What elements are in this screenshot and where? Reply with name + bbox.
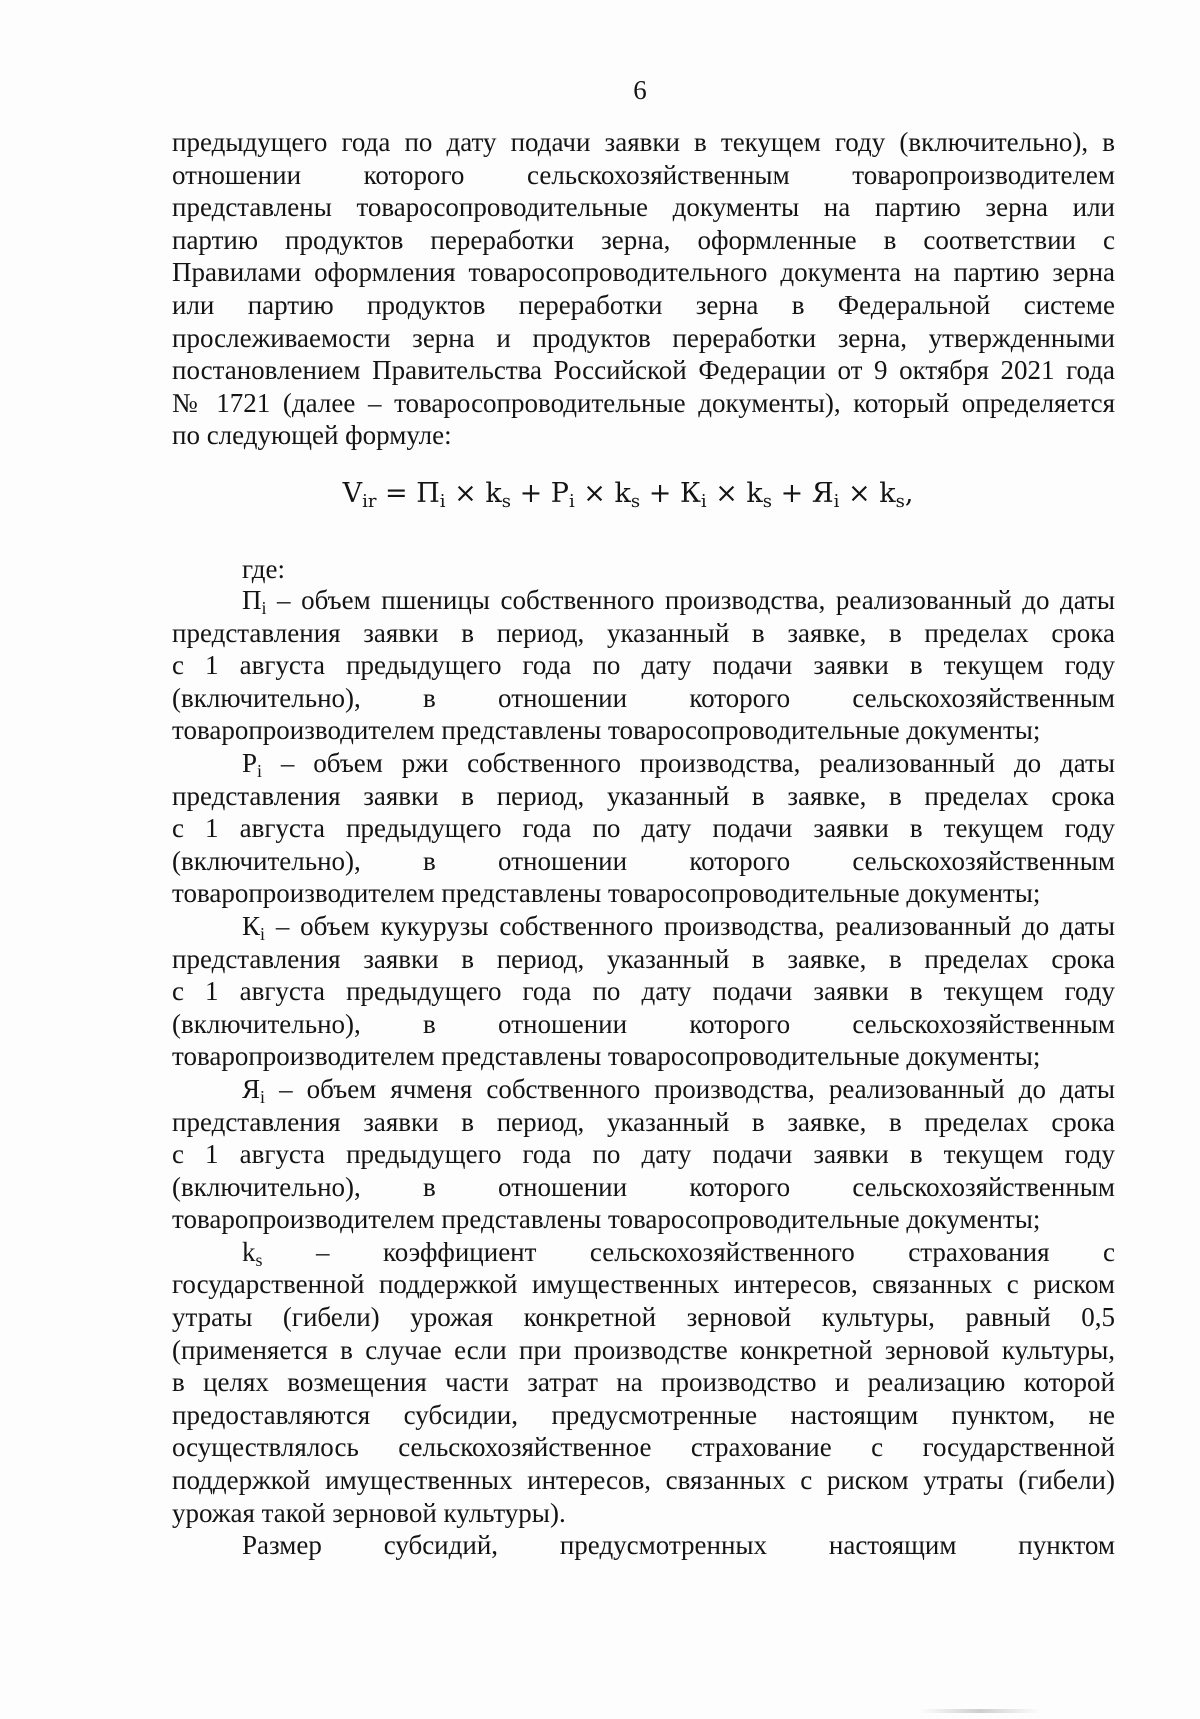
text-line: представлены товаросопроводительные документы на партию зерна или — [172, 192, 1115, 223]
text-line: партию продуктов переработки зерна, оформленные в соответствии с — [172, 224, 1115, 255]
text-line: (включительно), в отношении которого сельскохозяйственным — [172, 1171, 1115, 1202]
text-line: с 1 августа предыдущего года по дату подачи заявки в текущем году — [172, 813, 1115, 844]
text-line: Правилами оформления товаросопроводительного документа на партию зерна — [172, 257, 1115, 288]
text-line: отношении которого сельскохозяйственным товаропроизводителем — [172, 159, 1115, 190]
text-line: в целях возмещения части затрат на производство и реализацию которой — [172, 1367, 1115, 1398]
where-label: где: — [242, 554, 285, 584]
text-line: (применяется в случае если при производстве конкретной зерновой культуры, — [172, 1334, 1115, 1365]
text-line: представления заявки в период, указанный в заявке, в пределах срока — [172, 1106, 1115, 1137]
text-line: № 1721 (далее – товаросопроводительные документы), который определяется — [172, 387, 1115, 418]
formula-term: $Р_i \times k_s$ + — [550, 478, 680, 512]
definition-corn-first-line: $К_i$ – объем кукурузы собственного производства, реализованный до даты — [242, 910, 1115, 944]
text-line: представления заявки в период, указанный в заявке, в пределах срока — [172, 943, 1115, 974]
text-line: по следующей формуле: — [172, 420, 452, 451]
text-line: с 1 августа предыдущего года по дату подачи заявки в текущем году — [172, 1139, 1115, 1170]
text-line: представления заявки в период, указанный в заявке, в пределах срока — [172, 617, 1115, 648]
formula-term: $П_i \times k_s$ + — [416, 478, 551, 512]
formula-term: $К_i \times k_s$ + — [679, 478, 812, 512]
formula-term: $Я_i \times k_s$, — [811, 478, 914, 512]
text-line: урожая такой зерновой культуры). — [172, 1497, 566, 1528]
intro-paragraph — [172, 126, 1115, 452]
text-line: товаропроизводителем представлены товаросопроводительные документы; — [172, 1204, 1041, 1235]
text-line: предыдущего года по дату подачи заявки в текущем году (включительно), в — [172, 127, 1115, 157]
text-line: с 1 августа предыдущего года по дату подачи заявки в текущем году — [172, 650, 1115, 681]
text-line: прослеживаемости зерна и продуктов переработки зерна, утвержденными — [172, 322, 1115, 353]
definition-wheat-first-line: $П_i$ – объем пшеницы собственного производства, реализованный до даты — [242, 585, 1115, 618]
text-line: с 1 августа предыдущего года по дату подачи заявки в текущем году — [172, 976, 1115, 1007]
final-line: Размер субсидий, предусмотренных настоящим пунктом — [242, 1530, 1115, 1561]
text-line: осуществлялось сельскохозяйственное страхование с государственной — [172, 1432, 1115, 1463]
scan-artifact — [920, 1709, 1040, 1713]
text-line: поддержкой имущественных интересов, связанных с риском утраты (гибели) — [172, 1465, 1115, 1496]
definitions — [172, 584, 1115, 1562]
definition-barley-first-line: $Я_i$ – объем ячменя собственного производства, реализованный до даты — [242, 1073, 1115, 1107]
text-line: (включительно), в отношении которого сельскохозяйственным — [172, 845, 1115, 876]
text-line: представления заявки в период, указанный в заявке, в пределах срока — [172, 780, 1115, 811]
text-line: (включительно), в отношении которого сельскохозяйственным — [172, 682, 1115, 713]
text-line: или партию продуктов переработки зерна в Федеральной системе — [172, 289, 1115, 320]
definition-coefficient-first-line: $k_s$ – коэффициент сельскохозяйственного страхования с — [242, 1236, 1115, 1270]
text-line: (включительно), в отношении которого сельскохозяйственным — [172, 1008, 1115, 1039]
definition-rye-first-line: $Р_i$ – объем ржи собственного производства, реализованный до даты — [242, 747, 1115, 781]
page-number: 6 — [633, 75, 647, 105]
text-line: государственной поддержкой имущественных интересов, связанных с риском — [172, 1269, 1115, 1300]
text-line: постановлением Правительства Российской Федерации от 9 октября 2021 года — [172, 355, 1115, 386]
text-line: предоставляются субсидии, предусмотренные настоящим пунктом, не — [172, 1399, 1115, 1430]
text-line: утраты (гибели) урожая конкретной зерновой культуры, равный 0,5 — [172, 1302, 1115, 1333]
formula-lhs: $V_{ir}$ — [342, 478, 377, 512]
formula: $V_{ir} = П_i \times k_s + Р_i \times k_s + К_i \times k_s + Я_i \times k_s$, — [342, 478, 914, 512]
text-line: товаропроизводителем представлены товаросопроводительные документы; — [172, 715, 1041, 746]
text-line: товаропроизводителем представлены товаросопроводительные документы; — [172, 878, 1041, 909]
text-line: товаропроизводителем представлены товаросопроводительные документы; — [172, 1041, 1041, 1072]
